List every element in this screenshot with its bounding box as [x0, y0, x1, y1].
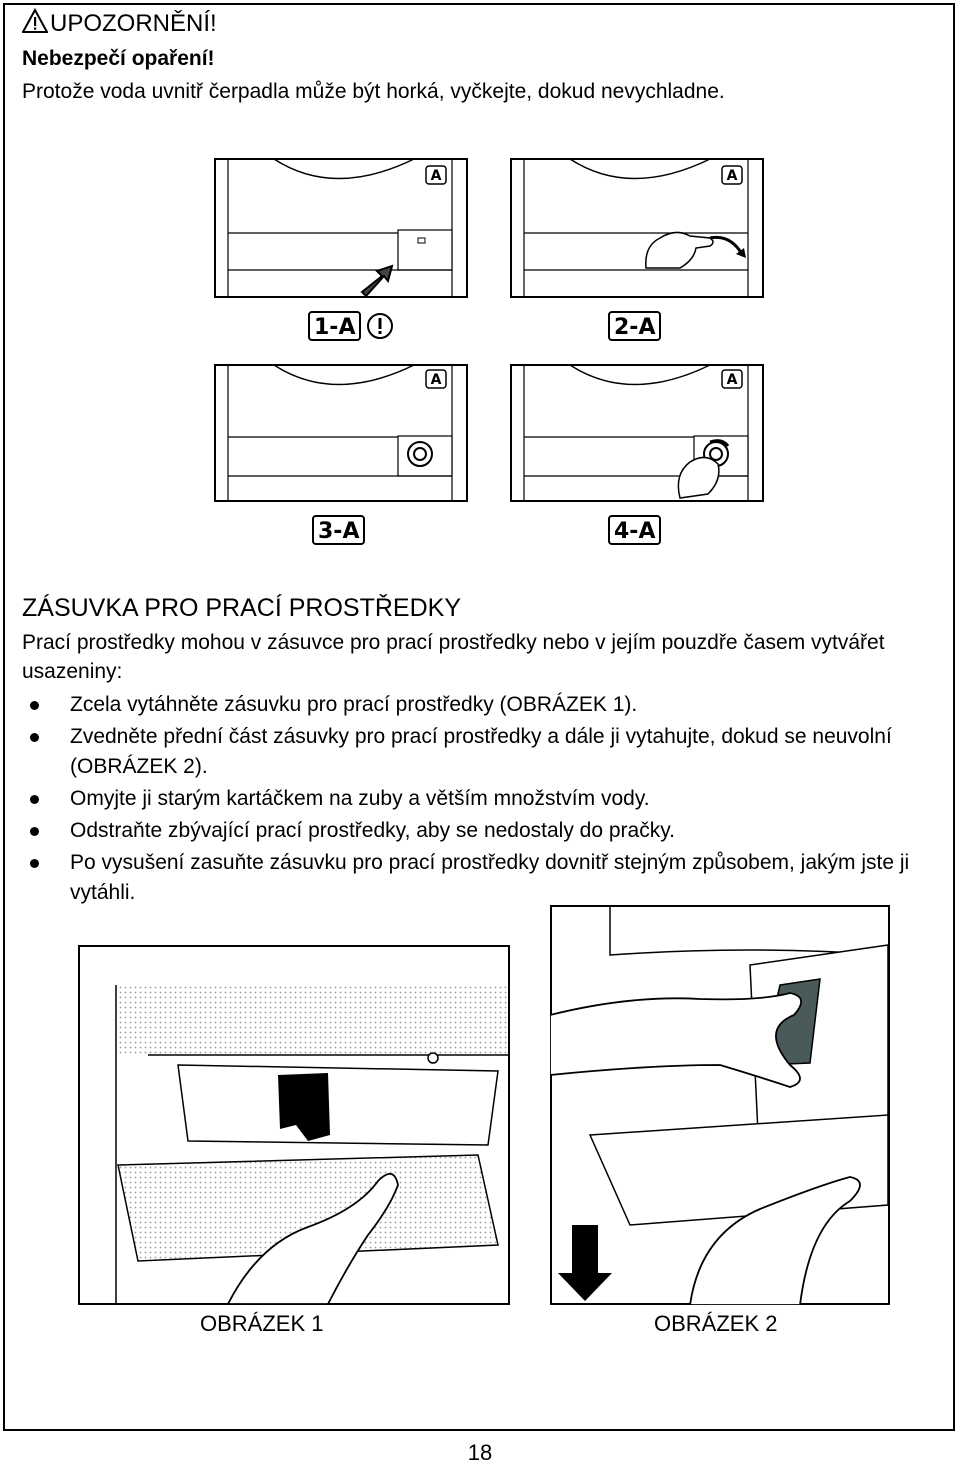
instruction-list	[22, 690, 922, 910]
warning-title: UPOZORNĚNÍ!	[50, 10, 217, 37]
figure-1a-illustration	[214, 158, 468, 298]
warning-subtitle: Nebezpečí opaření!	[22, 47, 215, 70]
warning-triangle-icon	[22, 8, 48, 34]
list-item: Odstraňte zbývající prací prostředky, aby se nedostaly do pračky.	[22, 816, 922, 846]
list-item: Omyjte ji starým kartáčkem na zuby a větším množstvím vody.	[22, 784, 922, 814]
marker-a: A	[726, 372, 738, 388]
figure-label-1a: 1-A	[308, 311, 361, 341]
marker-a: A	[430, 168, 442, 184]
figure-1-illustration	[78, 945, 510, 1305]
caption-figure-1: OBRÁZEK 1	[200, 1311, 324, 1336]
list-item: Zcela vytáhněte zásuvku pro prací prostředky (OBRÁZEK 1).	[22, 690, 922, 720]
marker-a: A	[726, 168, 738, 184]
caution-icon	[366, 311, 394, 341]
list-item: Zvedněte přední část zásuvky pro prací prostředky a dále ji vytahujte, dokud se neuvolní (OBRÁZEK 2).	[22, 722, 922, 782]
figure-4a-illustration	[510, 364, 764, 502]
figure-label-3a: 3-A	[312, 515, 365, 545]
figure-2a-illustration	[510, 158, 764, 298]
figure-label-2a: 2-A	[608, 311, 661, 341]
page-number: 18	[467, 1440, 493, 1465]
section-intro: Prací prostředky mohou v zásuvce pro prací prostředky nebo v jejím pouzdře časem vytvářet usazeniny:	[22, 631, 885, 683]
figure-label-4a: 4-A	[608, 515, 661, 545]
figure-2-illustration	[550, 905, 890, 1305]
caption-figure-2: OBRÁZEK 2	[654, 1311, 778, 1336]
warning-text: Protože voda uvnitř čerpadla může být horká, vyčkejte, dokud nevychladne.	[22, 80, 725, 103]
figure-3a-illustration	[214, 364, 468, 502]
list-item: Po vysušení zasuňte zásuvku pro prací prostředky dovnitř stejným způsobem, jakým jste ji vytáhli.	[22, 848, 922, 908]
section-title: ZÁSUVKA PRO PRACÍ PROSTŘEDKY	[22, 594, 461, 622]
marker-a: A	[430, 372, 442, 388]
